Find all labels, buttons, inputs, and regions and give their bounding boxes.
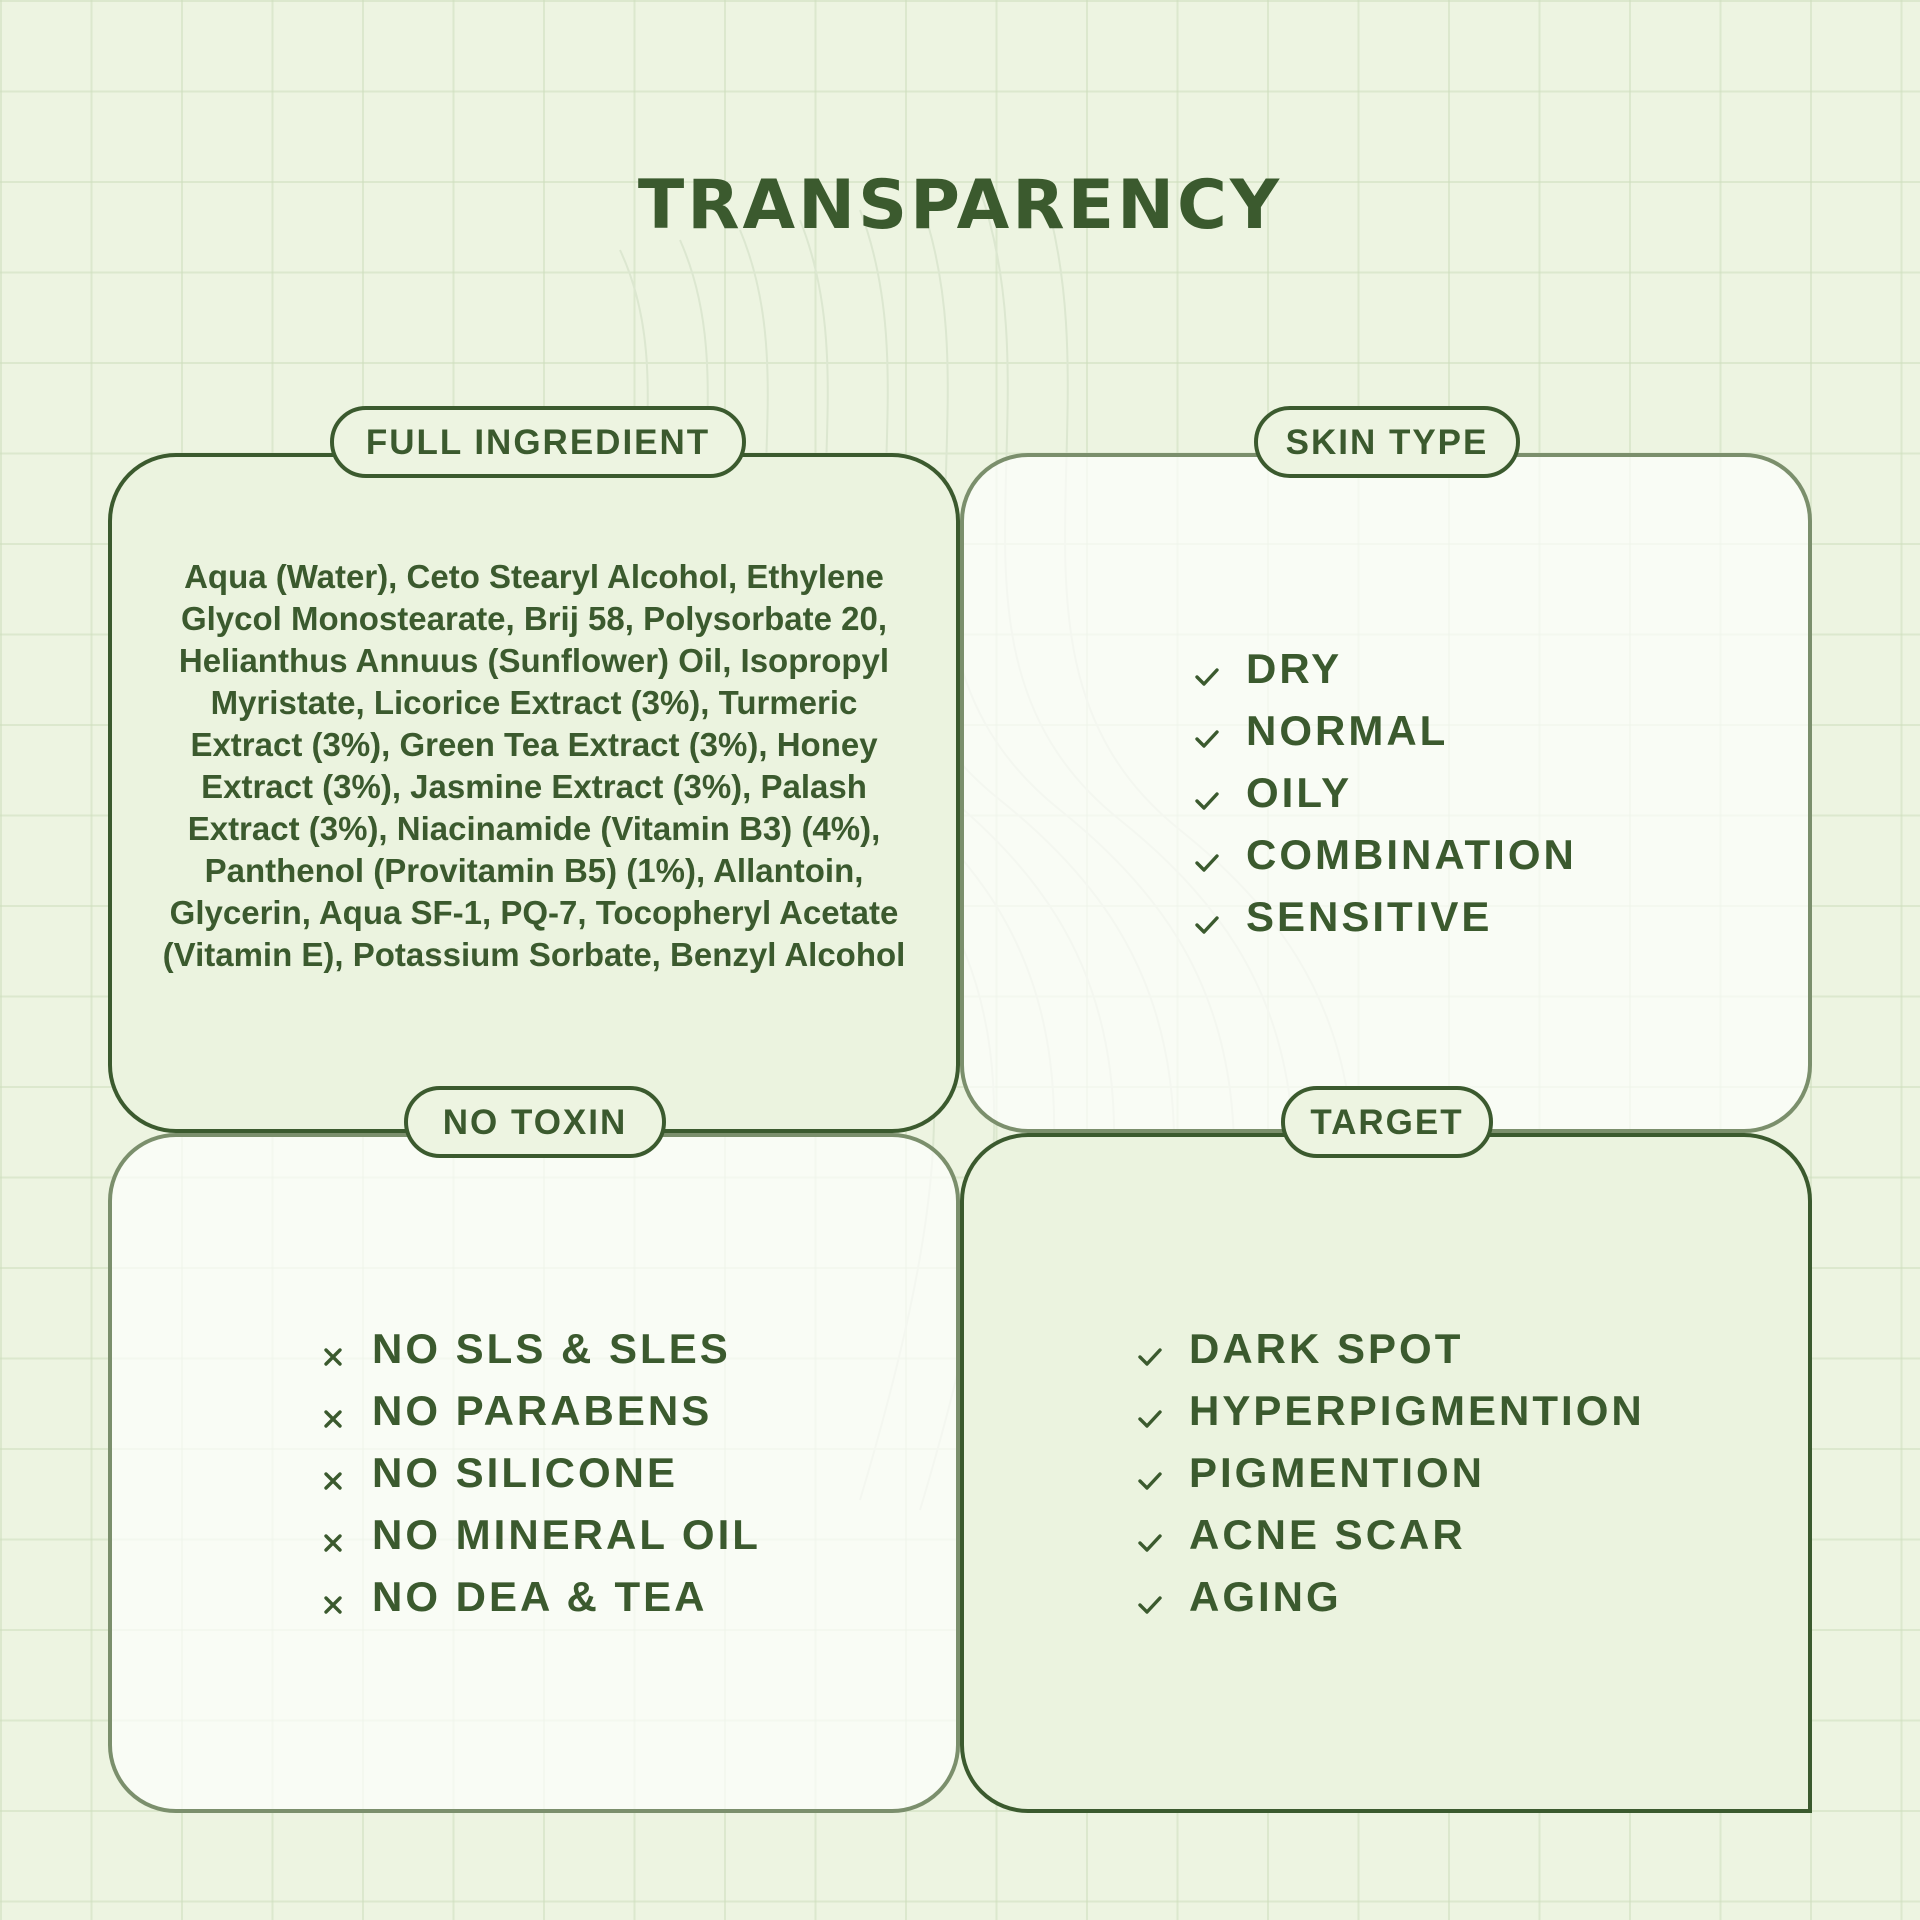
target-item <box>1135 1318 1645 1380</box>
check-icon <box>1192 654 1222 684</box>
target-label: HYPERPIGMENTION <box>1189 1387 1645 1434</box>
skin-type-label: OILY <box>1246 769 1353 816</box>
target-list <box>1135 1318 1645 1628</box>
skin-type-item <box>1192 824 1577 886</box>
skin-type-item <box>1192 762 1577 824</box>
target-label: DARK SPOT <box>1189 1325 1464 1372</box>
target-tag: TARGET <box>1281 1086 1493 1158</box>
skin-type-label: COMBINATION <box>1246 831 1577 878</box>
target-label: ACNE SCAR <box>1189 1511 1466 1558</box>
check-icon <box>1135 1396 1165 1426</box>
skin-type-item <box>1192 700 1577 762</box>
page-title: TRANSPARENCY <box>637 166 1283 245</box>
no-toxin-label: NO PARABENS <box>372 1387 713 1434</box>
ingredient-list-text: Aqua (Water), Ceto Stearyl Alcohol, Ethylene Glycol Monostearate, Brij 58, Polysorbate 20, Helianthus Annuus (Sunflower) Oil, Isopropyl Myristate, Licorice Extract (3%), Turmeric Extract (3%), Green Tea Extract (3%), Honey Extract (3%), Jasmine Extract (3%), Palash Extract (3%), Niacinamide (Vitamin B3) (4%), Panthenol (Provitamin B5) (1%), Allantoin, Glycerin, Aqua SF-1, PQ-7, Tocopheryl Acetate (Vitamin E), Potassium Sorbate, Benzyl Alcohol <box>162 558 906 973</box>
no-toxin-tag: NO TOXIN <box>404 1086 666 1158</box>
no-toxin-item <box>318 1504 761 1566</box>
check-icon <box>1135 1334 1165 1364</box>
check-icon <box>1135 1582 1165 1612</box>
no-toxin-label: NO SILICONE <box>372 1449 679 1496</box>
no-toxin-item <box>318 1380 761 1442</box>
skin-type-label: DRY <box>1246 645 1343 692</box>
no-toxin-label: NO SLS & SLES <box>372 1325 731 1372</box>
check-icon <box>1192 840 1222 870</box>
skin-type-list <box>1192 638 1577 948</box>
cross-icon <box>318 1334 348 1364</box>
skin-type-item <box>1192 638 1577 700</box>
skin-type-label: SENSITIVE <box>1246 893 1493 940</box>
no-toxin-item <box>318 1566 761 1628</box>
check-icon <box>1135 1458 1165 1488</box>
no-toxin-item <box>318 1318 761 1380</box>
target-item <box>1135 1442 1645 1504</box>
target-item <box>1135 1380 1645 1442</box>
target-label: AGING <box>1189 1573 1342 1620</box>
skin-type-tag: SKIN TYPE <box>1254 406 1520 478</box>
no-toxin-list <box>318 1318 761 1628</box>
no-toxin-label: NO MINERAL OIL <box>372 1511 761 1558</box>
cross-icon <box>318 1582 348 1612</box>
check-icon <box>1192 778 1222 808</box>
no-toxin-label: NO DEA & TEA <box>372 1573 708 1620</box>
target-label: PIGMENTION <box>1189 1449 1486 1496</box>
full-ingredient-tag: FULL INGREDIENT <box>330 406 746 478</box>
cross-icon <box>318 1396 348 1426</box>
cross-icon <box>318 1520 348 1550</box>
cross-icon <box>318 1458 348 1488</box>
check-icon <box>1192 716 1222 746</box>
check-icon <box>1135 1520 1165 1550</box>
skin-type-label: NORMAL <box>1246 707 1449 754</box>
target-item <box>1135 1504 1645 1566</box>
skin-type-item <box>1192 886 1577 948</box>
no-toxin-item <box>318 1442 761 1504</box>
target-item <box>1135 1566 1645 1628</box>
check-icon <box>1192 902 1222 932</box>
